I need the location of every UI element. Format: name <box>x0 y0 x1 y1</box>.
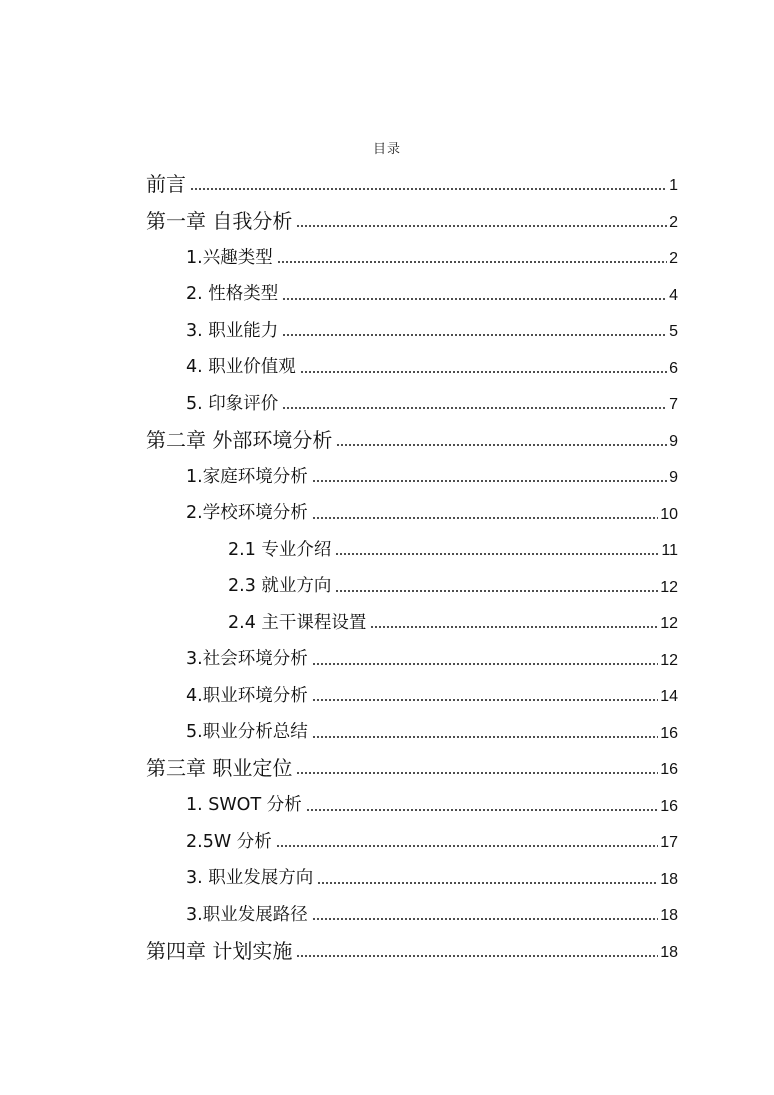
toc-entry-page: 17 <box>660 834 678 851</box>
toc-entry-title: 2.5W 分析 <box>186 831 272 852</box>
dot-leader <box>276 845 659 847</box>
toc-entry[interactable] <box>186 456 678 486</box>
toc-entry-page: 2 <box>669 250 678 267</box>
toc-entry-title: 3.职业发展路径 <box>186 904 308 925</box>
toc-entry[interactable] <box>186 310 678 340</box>
toc-entry-page: 4 <box>669 286 678 304</box>
dot-leader <box>296 772 658 774</box>
toc-entry-title: 第二章 外部环境分析 <box>146 427 333 452</box>
toc-entry-title: 2.学校环境分析 <box>186 503 308 523</box>
toc-entry[interactable] <box>186 712 678 742</box>
toc-entry-page: 7 <box>669 396 678 413</box>
toc-entry[interactable] <box>186 274 678 304</box>
toc-entry[interactable] <box>146 420 678 450</box>
toc-entry-title: 2. 性格类型 <box>186 284 279 304</box>
toc-entry[interactable] <box>186 383 678 413</box>
toc-entry-title: 前言 <box>146 172 186 196</box>
dot-leader <box>335 553 659 555</box>
toc-entry[interactable] <box>186 639 678 669</box>
toc-entry-page: 10 <box>660 505 678 523</box>
dot-leader <box>296 225 667 227</box>
toc-entry-page: 5 <box>669 323 678 340</box>
dot-leader <box>312 736 659 738</box>
dot-leader <box>312 480 667 482</box>
toc-entry[interactable] <box>146 164 678 194</box>
toc-entry-title: 3.社会环境分析 <box>186 649 308 669</box>
toc-entry-page: 12 <box>660 615 678 632</box>
toc-entry[interactable] <box>228 566 678 596</box>
toc-entry[interactable] <box>186 493 678 523</box>
toc-entry-page: 11 <box>661 542 678 559</box>
toc-entry-title: 2.4 主干课程设置 <box>228 612 367 633</box>
dot-leader <box>312 918 659 920</box>
toc-entry-page: 2 <box>669 213 678 231</box>
dot-leader <box>190 188 667 190</box>
toc-entry-title: 3. 职业发展方向 <box>186 868 314 888</box>
toc-entry-page: 12 <box>660 578 678 596</box>
dot-leader <box>317 882 658 884</box>
dot-leader <box>282 298 667 300</box>
toc-entry-title: 4. 职业价值观 <box>186 357 296 377</box>
dot-leader <box>300 371 667 373</box>
toc-entry-title: 第一章 自我分析 <box>146 208 293 233</box>
dot-leader <box>306 809 659 811</box>
toc-entry[interactable] <box>186 675 678 705</box>
toc-entry[interactable] <box>228 529 678 559</box>
toc-entry-title: 3. 职业能力 <box>186 320 279 341</box>
dot-leader <box>282 407 667 409</box>
toc-entry-title: 5. 印象评价 <box>186 393 279 414</box>
toc-entry-page: 14 <box>660 688 678 705</box>
toc-entry-title: 第四章 计划实施 <box>146 938 293 963</box>
dot-leader <box>312 663 659 665</box>
dot-leader <box>336 444 667 446</box>
toc-entry-title: 第三章 职业定位 <box>146 756 293 780</box>
toc-entry-title: 5.职业分析总结 <box>186 722 308 742</box>
toc-entry[interactable] <box>186 821 678 851</box>
dot-leader <box>282 334 667 336</box>
dot-leader <box>296 955 658 957</box>
dot-leader <box>312 699 659 701</box>
toc-entry[interactable] <box>186 785 678 815</box>
toc-entry[interactable] <box>146 931 678 961</box>
dot-leader <box>312 517 659 519</box>
toc-entry[interactable] <box>146 201 678 231</box>
toc-entry-page: 18 <box>660 943 678 961</box>
toc-entry-title: 2.1 专业介绍 <box>228 539 332 560</box>
toc-entry-page: 12 <box>660 651 678 669</box>
toc-entry-page: 9 <box>669 469 678 486</box>
toc-entry-title: 1.兴趣类型 <box>186 247 273 268</box>
toc-entry[interactable] <box>186 347 678 377</box>
toc-entry[interactable] <box>186 894 678 924</box>
toc-entry[interactable] <box>186 858 678 888</box>
dot-leader <box>335 590 658 592</box>
toc-entry-title: 1. SWOT 分析 <box>186 795 302 815</box>
toc-entry[interactable] <box>146 748 678 778</box>
toc-entry-page: 18 <box>660 870 678 888</box>
toc-entry-title: 1.家庭环境分析 <box>186 466 308 487</box>
toc-entry-page: 9 <box>669 432 678 450</box>
page-title: 目录 <box>372 142 401 157</box>
toc-entry[interactable] <box>228 602 678 632</box>
toc-entry-page: 16 <box>660 797 678 815</box>
toc-entry-title: 4.职业环境分析 <box>186 685 308 706</box>
toc-entry-page: 1 <box>669 177 678 194</box>
toc-entry-title: 2.3 就业方向 <box>228 576 332 596</box>
toc-entry-page: 6 <box>669 359 678 377</box>
toc-entry-page: 16 <box>660 761 678 778</box>
dot-leader <box>277 261 667 263</box>
toc-entry-page: 18 <box>660 907 678 924</box>
toc-entry-page: 16 <box>660 724 678 742</box>
toc-entry[interactable] <box>186 237 678 267</box>
dot-leader <box>370 626 658 628</box>
